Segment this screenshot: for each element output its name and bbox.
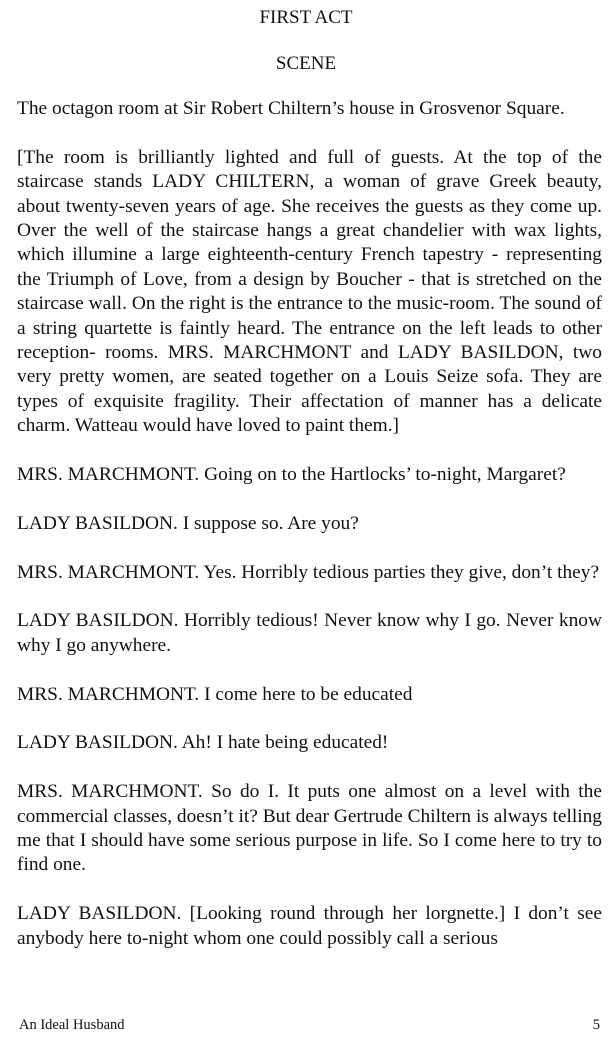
footer-book-title: An Ideal Husband (19, 1017, 125, 1033)
dialogue-line: LADY BASILDON. I suppose so. Are you? (17, 512, 359, 534)
body-text (17, 97, 602, 951)
stage-direction-paragraph: [The room is brilliantly lighted and full of guests. At the top of the staircase stands LADY CHILTERN, a woman of grave Greek beauty, about twenty-seven years of age. She receives the guests as they come up. Over the well of the staircase hangs a great chandelier with wax lights, which illumine a large eighteenth-century French tapestry - representing the Triumph of Love, from a design by Boucher - that is stretched on the staircase wall. On the right is the entrance to the music-room. The sound of a string quartette is faintly heard. The entrance on the left leads to other reception- rooms. MRS. MARCHMONT and LADY BASILDON, two very pretty women, are seated together on a Louis Seize sofa. They are types of exquisite fragility. Their affectation of manner has a delicate charm. Watteau would have loved to paint them.] (17, 146, 602, 437)
act-heading: FIRST ACT (259, 7, 353, 28)
dialogue-line: MRS. MARCHMONT. So do I. It puts one almost on a level with the commercial classes, doesn’t it? But dear Gertrude Chiltern is always telling me that I should have some serious purpose in life. So I come here to try to find one. (17, 781, 602, 876)
dialogue-line: LADY BASILDON. Horribly tedious! Never know why I go. Never know why I go anywhere. (17, 610, 602, 656)
dialogue-line: MRS. MARCHMONT. Yes. Horribly tedious parties they give, don’t they? (17, 561, 600, 583)
dialogue-line: LADY BASILDON. Ah! I hate being educated! (17, 732, 389, 754)
scene-heading: SCENE (275, 53, 337, 74)
stage-setting-paragraph: The octagon room at Sir Robert Chiltern’s house in Grosvenor Square. (17, 98, 565, 119)
page-number: 5 (592, 1017, 600, 1033)
dialogue-line: MRS. MARCHMONT. I come here to be educated (17, 683, 413, 705)
dialogue-line: LADY BASILDON. [Looking round through her lorgnette.] I don’t see anybody here to-night whom one could possibly call a serious (17, 903, 602, 949)
dialogue-line: MRS. MARCHMONT. Going on to the Hartlocks’ to-night, Margaret? (17, 464, 566, 486)
